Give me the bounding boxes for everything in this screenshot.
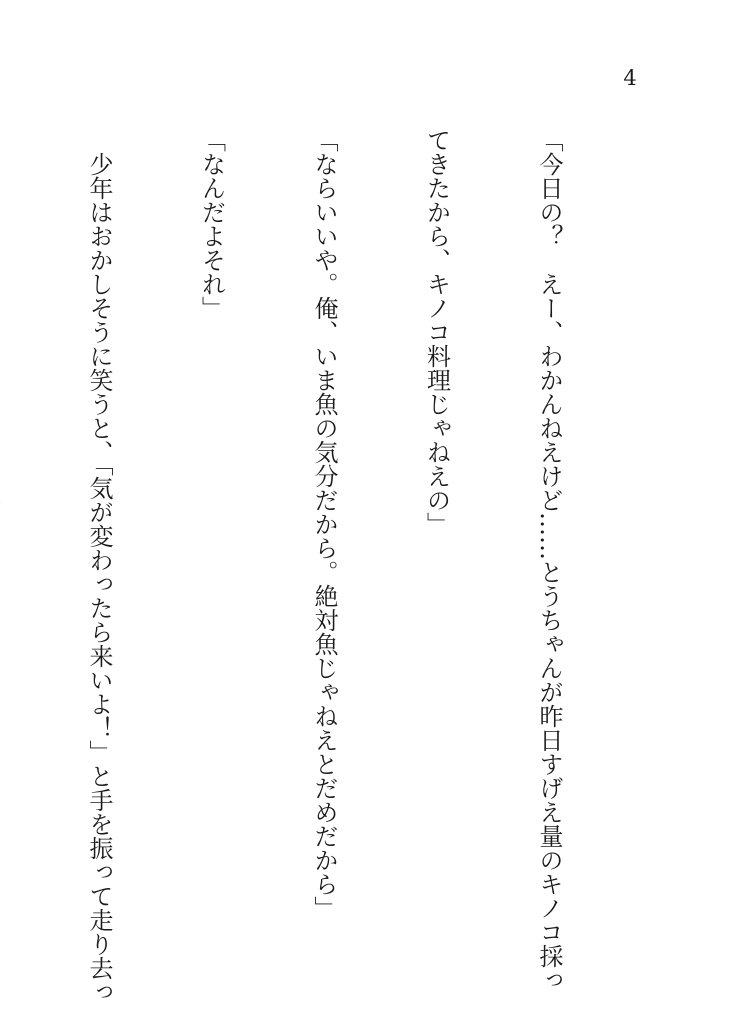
text-line: 「ならいいや。俺、いま魚の気分だから。絶対魚じゃねえとだめだから」 xyxy=(310,128,338,920)
page-number: 4 xyxy=(623,66,637,90)
text-line: 「今日の？ えー、わかんねえけど……とうちゃんが昨日すげえ量のキノコ採っ xyxy=(535,128,563,992)
text-line: てきたから、キノコ料理じゃねえの」 xyxy=(422,128,451,536)
vertical-text-body xyxy=(82,128,642,1004)
text-line xyxy=(0,128,5,948)
text-line: 「なんだよそれ」 xyxy=(197,128,226,320)
text-line: 少年はおかしそうに笑うと、「気が変わったら来いよ！」と手を振って走り去っ xyxy=(85,128,113,1004)
